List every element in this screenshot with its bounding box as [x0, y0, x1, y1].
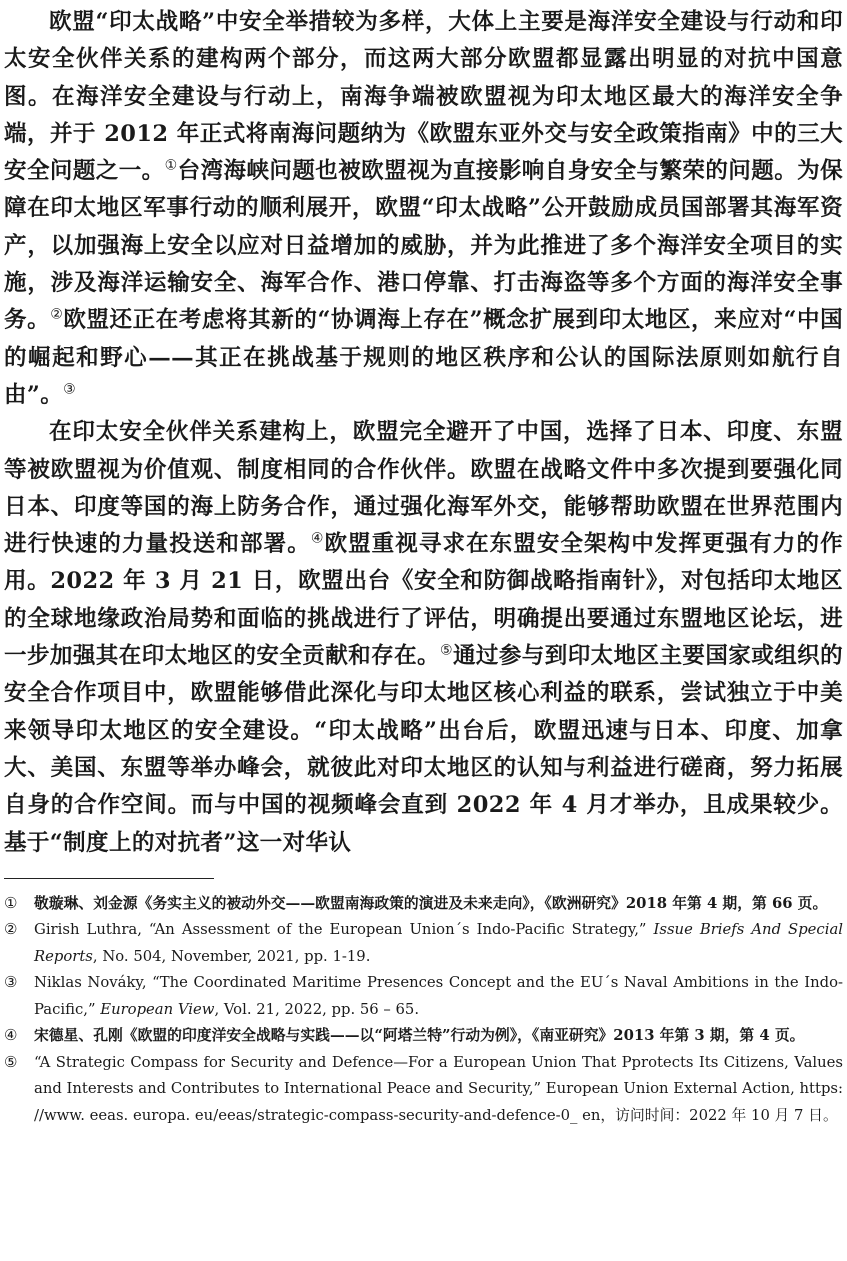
- footnote-ref: ④: [310, 530, 325, 547]
- text-run: 通过参与到印太地区主要国家或组织的安全合作项目中，欧盟能够借此深化与印太地区核心利益的联系，尝试独立于中美来领导印太地区的安全建设。“印太战略”出台后，欧盟迅速与日本、印度、加拿大、美国、东盟等举办峰会，就彼此对印太地区的认知与利益进行磋商，努力拓展自身的合作空间。而与中国的视频峰会直到 2022 年 4 月才举办，且成果较少。基于“制度上的对抗者”这一对华认: [4, 643, 843, 856]
- body-text: [4, 4, 843, 862]
- text-run: 敬璇琳、刘金源《务实主义的被动外交——欧盟南海政策的演进及未来走向》，《欧洲研究》2018 年第 4 期，第 66 页。: [34, 894, 828, 912]
- footnote-text: [34, 1054, 843, 1124]
- text-run: 台湾海峡问题也被欧盟视为直接影响自身安全与繁荣的问题。为保障在印太地区军事行动的顺利展开，欧盟“印太战略”公开鼓励成员国部署其海军资产，以加强海上安全以应对日益增加的威胁，并为此推进了多个海洋安全项目的实施，涉及海洋运输安全、海军合作、港口停靠、打击海盗等多个方面的海洋安全事务。: [4, 158, 843, 334]
- text-run: Niklas Nováky, “The Coordinated Maritime Presences Concept and the EU´s Naval Ambitions in the Indo-Pacific,”: [34, 974, 843, 1018]
- text-run: Girish Luthra, “An Assessment of the European Union´s Indo-Pacific Strategy,”: [34, 921, 654, 939]
- text-run: 欧盟重视寻求在东盟安全架构中发挥更强有力的作用。2022 年 3 月 21 日，欧盟出台《安全和防御战略指南针》，对包括印太地区的全球地缘政治局势和面临的挑战进行了评估，明确提出要通过东盟地区论坛，进一步加强其在印太地区的安全贡献和存在。: [4, 531, 843, 670]
- text-run: 欧盟“印太战略”中安全举措较为多样，大体上主要是海洋安全建设与行动和印太安全伙伴关系的建构两个部分，而这两大部分欧盟都显露出明显的对抗中国意图。在海洋安全建设与行动上，南海争端被欧盟视为印太地区最大的海洋安全争端，并于 2012 年正式将南海问题纳为《欧盟东亚外交与安全政策指南》中的三大安全问题之一。: [4, 9, 843, 185]
- body-paragraph: [4, 4, 843, 414]
- footnote-ref: ③: [63, 381, 77, 398]
- footnote-divider: [4, 878, 214, 879]
- text-run: , No. 504, November, 2021, pp. 1-19.: [92, 947, 371, 965]
- footnote-text: [34, 895, 827, 912]
- footnote-ref: ⑤: [439, 642, 453, 659]
- text-run: “A Strategic Compass for Security and Defence—For a European Union That Pprotects Its Citizens, Values and Interests and Contributes to International Peace and Security,” European Union External Action, https: //www. eeas. europa. eu/eeas/strategic-compass-security-and-defence-0_ en，访问时间：2022 年 10 月 7 日。: [34, 1053, 843, 1124]
- footnote-number: ①: [4, 894, 18, 912]
- footnote-text: [34, 974, 843, 1018]
- footnote: [4, 1050, 843, 1130]
- body-paragraph: [4, 414, 843, 862]
- footnote-text: [34, 921, 843, 965]
- text-run: 在印太安全伙伴关系建构上，欧盟完全避开了中国，选择了日本、印度、东盟等被欧盟视为价值观、制度相同的合作伙伴。欧盟在战略文件中多次提到要强化同日本、印度等国的海上防务合作，通过强化海军外交，能够帮助欧盟在世界范围内进行快速的力量投送和部署。: [4, 419, 843, 558]
- italic-title: Issue Briefs And Special Reports: [34, 921, 844, 965]
- footnote-number: ③: [4, 974, 18, 992]
- footnote-ref: ②: [50, 306, 64, 323]
- footnote-ref: ①: [164, 157, 178, 174]
- footnote: [4, 891, 843, 918]
- footnote: [4, 970, 843, 1023]
- text-run: 欧盟还正在考虑将其新的“协调海上存在”概念扩展到印太地区，来应对“中国的崛起和野心——其正在挑战基于规则的地区秩序和公认的国际法原则如航行自由”。: [4, 307, 843, 408]
- footnote-list: [4, 891, 843, 1130]
- footnote-text: [34, 1027, 804, 1044]
- text-run: 宋德星、孔刚《欧盟的印度洋安全战略与实践——以“阿塔兰特”行动为例》，《南亚研究》2013 年第 3 期，第 4 页。: [34, 1027, 805, 1045]
- footnote: [4, 917, 843, 970]
- footnote-number: ④: [4, 1027, 18, 1045]
- footnote-number: ②: [4, 921, 18, 939]
- footnote-number: ⑤: [4, 1053, 18, 1071]
- italic-title: European View: [100, 1000, 215, 1018]
- footnote: [4, 1023, 843, 1050]
- text-run: , Vol. 21, 2022, pp. 56 – 65.: [214, 1000, 420, 1018]
